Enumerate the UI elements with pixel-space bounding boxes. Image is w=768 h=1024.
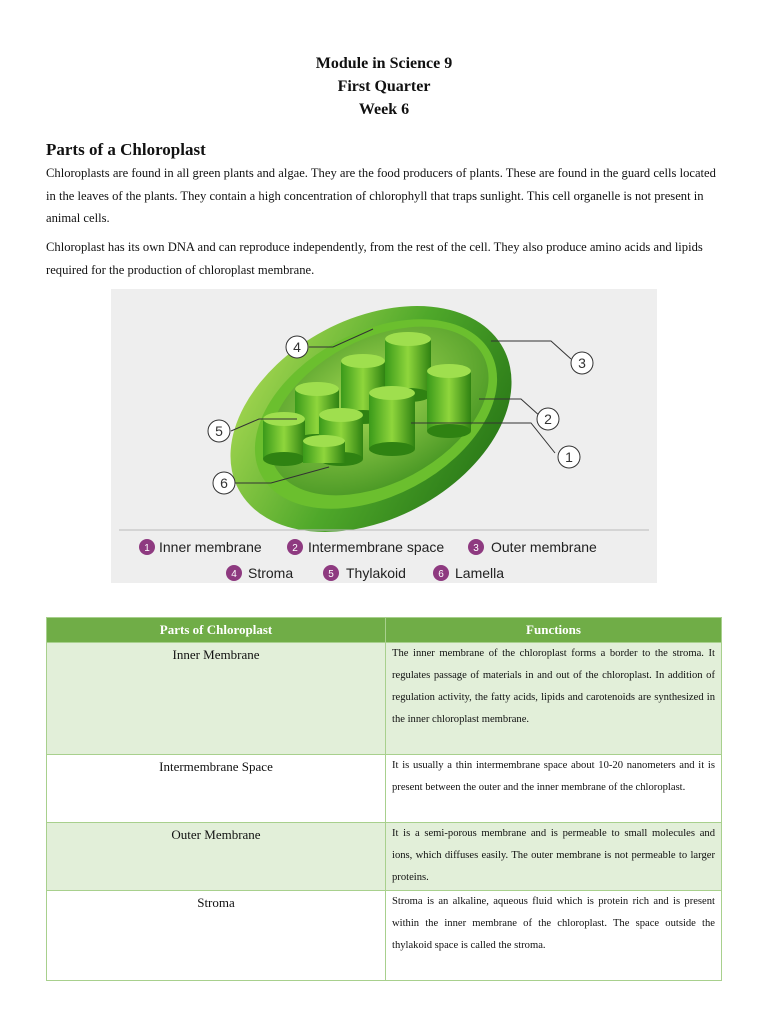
week-label: Week 6: [358, 101, 410, 118]
svg-text:5: 5: [215, 423, 223, 439]
table-row: [47, 823, 722, 891]
legend-item-outer-membrane: [468, 539, 597, 555]
dna-paragraph: Chloroplast has its own DNA and can reproduce independently, from the rest of the cell. They also produce amino acids and lipids required for the production of chloroplast membrane.: [46, 240, 703, 277]
column-header-functions: Functions: [386, 618, 722, 643]
svg-text:2: 2: [544, 411, 552, 427]
legend-item-inner-membrane: [139, 539, 262, 555]
callout-5: [208, 420, 230, 442]
svg-text:1: 1: [144, 543, 150, 554]
table-row: [47, 643, 722, 755]
table-header-row: [47, 618, 722, 643]
section-title: Parts of a Chloroplast: [46, 140, 206, 159]
intro-paragraph: Chloroplasts are found in all green plants and algae. They are the food producers of plants. These are found in the guard cells located in the leaves of the plants. They contain a high concentration of chlorophyll that traps sunlight. This cell organelle is not present in animal cells.: [46, 166, 716, 225]
svg-text:4: 4: [293, 339, 301, 355]
legend-item-stroma: [226, 565, 293, 581]
svg-text:Inner membrane: Inner membrane: [159, 539, 262, 555]
svg-text:6: 6: [220, 475, 228, 491]
svg-text:Lamella: Lamella: [455, 565, 505, 581]
callout-2: [537, 408, 559, 430]
module-title: Module in Science 9: [315, 55, 453, 72]
legend-item-thylakoid: [323, 565, 406, 581]
module-header: [0, 52, 768, 121]
callout-3: [571, 352, 593, 374]
chloroplast-diagram: [111, 289, 657, 583]
svg-text:5: 5: [328, 569, 334, 580]
svg-text:3: 3: [578, 355, 586, 371]
svg-text:2: 2: [292, 543, 298, 554]
part-name: Outer Membrane: [47, 823, 386, 891]
svg-text:6: 6: [438, 569, 444, 580]
svg-text:3: 3: [473, 543, 479, 554]
callout-6: [213, 472, 235, 494]
svg-text:Thylakoid: Thylakoid: [346, 565, 406, 581]
part-name: Stroma: [47, 891, 386, 981]
column-header-parts: Parts of Chloroplast: [47, 618, 386, 643]
chloroplast-parts-table: [46, 617, 722, 981]
svg-text:Intermembrane space: Intermembrane space: [308, 539, 445, 555]
callout-1: [558, 446, 580, 468]
part-function: Stroma is an alkaline, aqueous fluid which is protein rich and is present within the inner membrane of the chloroplast. The space outside the thylakoid space is called the stroma.: [386, 891, 722, 981]
svg-text:Stroma: Stroma: [248, 565, 294, 581]
svg-text:Outer membrane: Outer membrane: [491, 539, 597, 555]
part-function: It is a semi-porous membrane and is permeable to small molecules and ions, which diffuses easily. The outer membrane is not permeable to larger proteins.: [386, 823, 722, 891]
svg-text:1: 1: [565, 449, 573, 465]
quarter-label: First Quarter: [337, 78, 431, 95]
legend-item-intermembrane-space: [287, 539, 444, 555]
part-function: The inner membrane of the chloroplast forms a border to the stroma. It regulates passage of materials in and out of the chloroplast. In addition of regulation activity, the fatty acids, lipids and carotenoids are synthesized in the inner chloroplast membrane.: [386, 643, 722, 755]
table-row: [47, 755, 722, 823]
table-row: [47, 891, 722, 981]
part-name: Inner Membrane: [47, 643, 386, 755]
legend-item-lamella: [433, 565, 504, 581]
callout-4: [286, 336, 308, 358]
part-name: Intermembrane Space: [47, 755, 386, 823]
part-function: It is usually a thin intermembrane space about 10-20 nanometers and it is present between the outer and the inner membrane of the chloroplast.: [386, 755, 722, 823]
svg-text:4: 4: [231, 569, 237, 580]
